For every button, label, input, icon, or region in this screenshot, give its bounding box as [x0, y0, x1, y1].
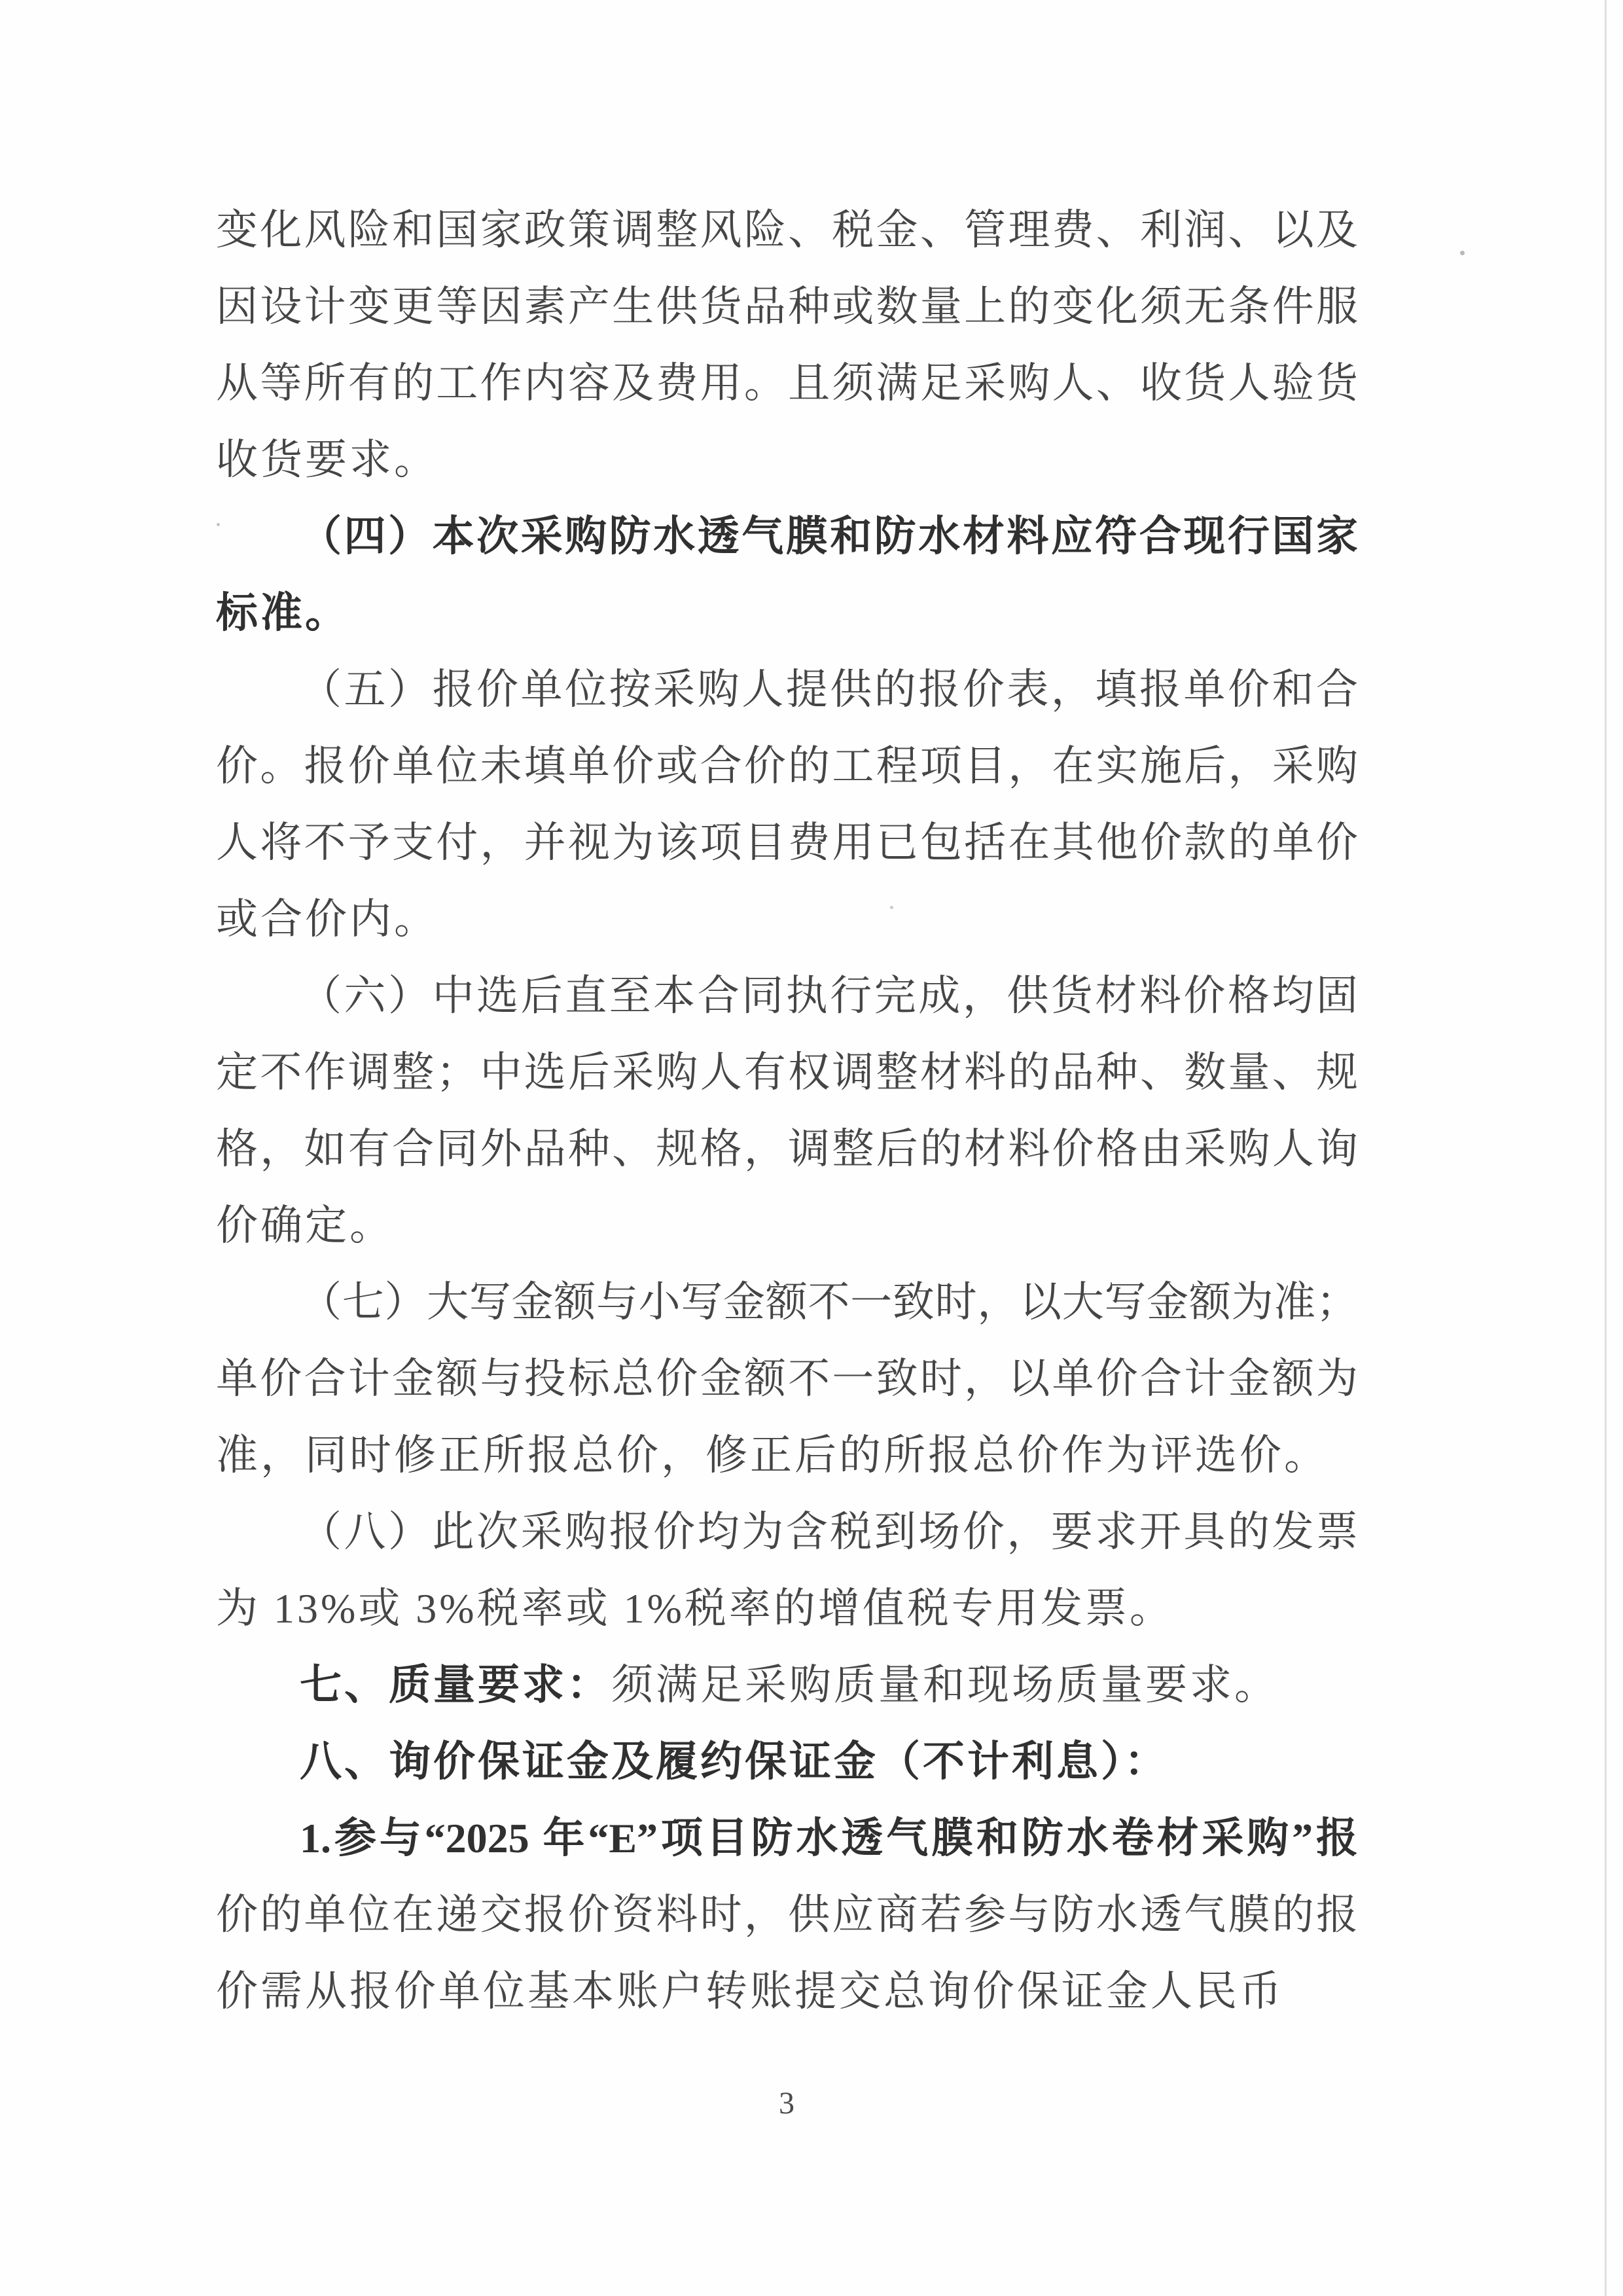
text-line [216, 422, 1358, 498]
text-line [216, 1264, 1358, 1340]
document-body [216, 192, 1358, 2030]
text-line [216, 1570, 1358, 1647]
text-segment: 准，同时修正所报总价，修正后的所报总价作为评选价。 [216, 1432, 1329, 1479]
bold-text-segment: 标准。 [216, 590, 349, 636]
scan-speck [217, 523, 220, 526]
text-line [216, 1876, 1358, 1953]
text-line [216, 345, 1358, 422]
text-line [216, 575, 1358, 651]
text-line [216, 728, 1358, 804]
text-line [216, 1647, 1358, 1723]
scan-speck [890, 906, 893, 909]
text-segment: 价。报价单位未填单价或合价的工程项目，在实施后，采购 [216, 743, 1358, 789]
bold-text-segment: 1.参与“2025 年“E”项目防水透气膜和防水卷材采购”报 [300, 1815, 1358, 1861]
text-segment: 格，如有合同外品种、规格，调整后的材料价格由采购人询 [216, 1126, 1358, 1172]
text-line [216, 1187, 1358, 1264]
text-line [216, 192, 1358, 268]
text-line [216, 1417, 1358, 1494]
text-line [216, 1340, 1358, 1417]
text-segment: （八）此次采购报价均为含税到场价，要求开具的发票 [300, 1509, 1358, 1555]
text-segment: 价确定。 [216, 1202, 394, 1249]
text-line [216, 958, 1358, 1034]
text-line [216, 268, 1358, 345]
bold-text-segment: （四）本次采购防水透气膜和防水材料应符合现行国家 [300, 513, 1358, 560]
text-segment: 因设计变更等因素产生供货品种或数量上的变化须无条件服 [216, 283, 1358, 330]
text-segment: 为 13%或 3%税率或 1%税率的增值税专用发票。 [216, 1585, 1174, 1632]
text-line [216, 1111, 1358, 1187]
text-line [216, 651, 1358, 728]
text-segment: （七）大写金额与小写金额不一致时，以大写金额为准； [300, 1279, 1358, 1325]
bold-text-segment: 八、询价保证金及履约保证金（不计利息）： [300, 1738, 1169, 1785]
text-segment: 变化风险和国家政策调整风险、税金、管理费、利润、以及 [216, 207, 1358, 253]
text-segment: 定不作调整；中选后采购人有权调整材料的品种、数量、规 [216, 1049, 1358, 1096]
text-line [216, 1494, 1358, 1570]
text-line [216, 881, 1358, 958]
bold-text-segment: 七、质量要求： [300, 1662, 611, 1708]
text-segment: 须满足采购质量和现场质量要求。 [611, 1662, 1279, 1708]
text-line [216, 1800, 1358, 1876]
text-segment: 人将不予支付，并视为该项目费用已包括在其他价款的单价 [216, 819, 1358, 866]
scan-edge-artifact [1605, 0, 1607, 2296]
text-segment: 单价合计金额与投标总价金额不一致时，以单价合计金额为 [216, 1355, 1358, 1402]
text-segment: （六）中选后直至本合同执行完成，供货材料价格均固 [300, 973, 1358, 1019]
text-segment: 或合价内。 [216, 896, 438, 942]
text-line [216, 498, 1358, 575]
text-line [216, 1034, 1358, 1111]
text-segment: 从等所有的工作内容及费用。且须满足采购人、收货人验货 [216, 360, 1358, 406]
text-line [216, 1953, 1358, 2030]
text-segment: 价需从报价单位基本账户转账提交总询价保证金人民币 [216, 1968, 1284, 2015]
text-segment: 收货要求。 [216, 437, 438, 483]
text-line [216, 804, 1358, 881]
text-line [216, 1723, 1358, 1800]
page-number: 3 [779, 2086, 794, 2121]
text-segment: 价的单位在递交报价资料时，供应商若参与防水透气膜的报 [216, 1892, 1358, 1938]
text-segment: （五）报价单位按采购人提供的报价表，填报单价和合 [300, 666, 1358, 713]
scan-speck [1460, 251, 1465, 255]
